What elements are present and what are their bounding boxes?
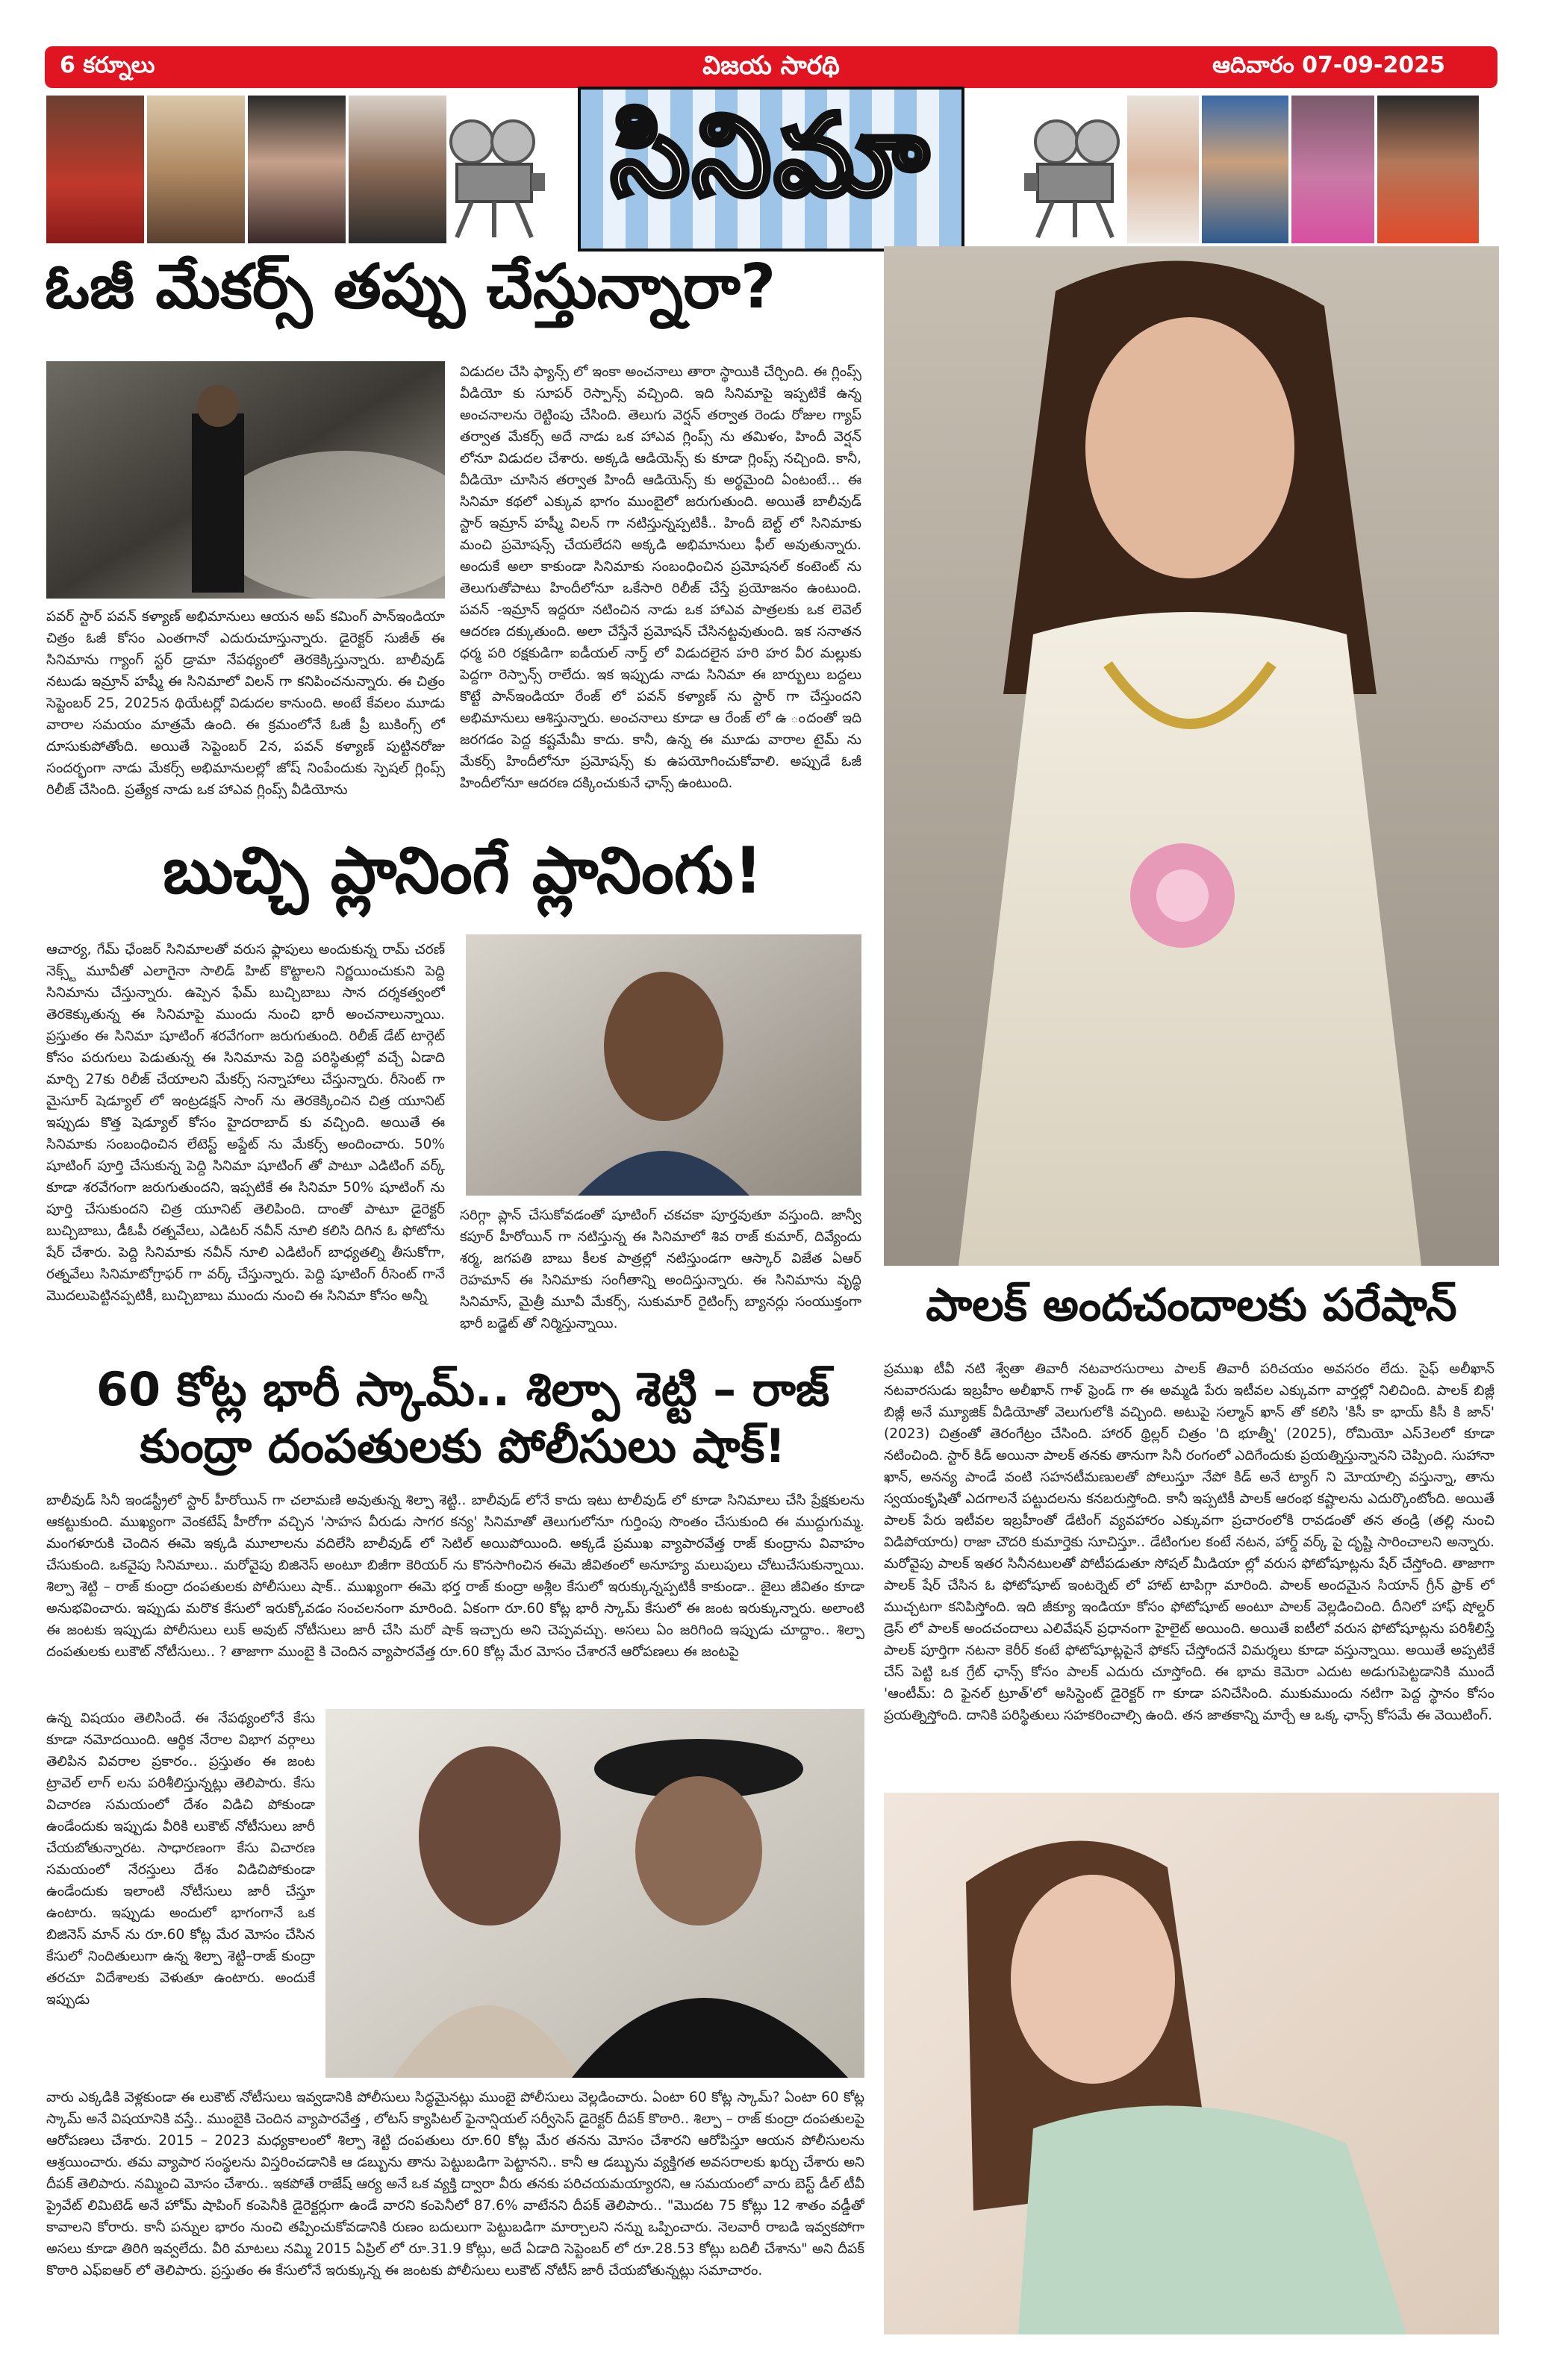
shilpa-raj-photo bbox=[325, 1709, 864, 2078]
article-ogi-column-2: విడుదల చేసి ఫ్యాన్స్ లో ఇంకా అంచనాలు తారా స్థాయికి చేర్చింది. ఈ గ్లింప్స్ వీడియో కు సూపర్ రెస్పాన్స్ వచ్చింది. ఇది సినిమాపై ఇప్పటికే ఉన్న అంచనాలను రెట్టింపు చేసింది. తెలుగు వెర్షన్ తర్వాత రెండు రోజుల గ్యాప్ తర్వాత మేకర్స్ అదే నాడు ఒక హాఎవ గ్లింప్స్ ను తమిళం, హిందీ వెర్షన్ లోనూ విడుదల చేశారు. అక్కడి ఆడియెన్స్ కు కూడా గ్లింప్స్ నచ్చింది. కానీ, వీడియో చూసిన తర్వాత హిందీ ఆడియెన్స్ కు అర్థమైంది ఏంటంటే... ఈ సినిమా కథలో ఎక్కువ భాగం ముంబైలో జరుగుతుంది. అయితే బాలీవుడ్ స్టార్ ఇమ్రాన్ హష్మీ విలన్ గా నటిస్తున్నప్పటికీ.. హిందీ బెల్ట్ లో సినిమాకు మంచి ప్రమోషన్స్ చేయలేదని అక్కడి అభిమానులు ఫీల్ అవుతున్నారు. అందుకే అలా కాకుండా సినిమాకు సంబంధించిన ప్రమోషనల్ కంటెంట్ ను తెలుగుతోపాటు హిందీలోనూ ఒకేసారి రిలీజ్ చేస్తే ప్రయోజనం ఉంటుంది. పవన్ -ఇమ్రాన్ ఇద్దరూ నటించిన నాడు ఒక హాఎవ పాత్రలకు ఒక లెవెల్ ఆదరణ దక్కుతుంది. అలా చేస్తేనే ప్రమోషన్ చేసినట్టవుతుంది. ఇక సనాతన ధర్మ పరి రక్షకుడిగా ఐడీయల్ నార్త్ లో విడుదలైన హరి హర వీర మల్లుకు పెద్దగా రెస్పాన్స్ రాలేదు. ఇక ఇప్పుడు నాడు సినిమా ఈ బార్బులు బద్దలు కొట్టే పాన్ఇండియా రేంజ్ లో పవన్ కళ్యాణ్ ను స్టార్ గా చేస్తుందని అభిమానులు ఆశిస్తున్నారు. అంచనాలు కూడా ఆ రేంజ్ లో ఉ ందంతో ఇది జరగడం పెద్ద కష్టమేమీ కాదు. కానీ, ఉన్న ఈ మూడు వారాల టైమ్ ను మేకర్స్ హిందీలోనూ ప్రమోషన్స్ కు ఉపయోగించుకోవాలి. అప్పుడే ఓజీ హిందీలోనూ ఆదరణ దక్కించుకునే ఛాన్స్ ఉంటుంది. bbox=[460, 364, 861, 791]
celebrity-photo bbox=[1200, 94, 1290, 245]
article-scam-bottom: వారు ఎక్కడికి వెళ్లకుండా ఈ లుకౌట్ నోటీసులు ఇవ్వడానికి పోలీసులు సిద్ధమైనట్లు ముంబై పోలీసులు వెల్లడించారు. ఏంటా 60 కోట్ల స్కామ్? ఏంటా 60 కోట్ల స్కామ్ అనే విషయానికి వస్తే.. ముంబైకి చెందిన వ్యాపారవేత్త , లోటస్ క్యాపిటల్ ఫైనాన్షియల్ సర్వీసెస్ డైరెక్టర్ దీపక్ కొఠారి.. శిల్పా – రాజ్ కుంద్రా దంపతులపై ఆరోపణలు చేశారు. 2015 – 2023 మధ్యకాలంలో శిల్పా శెట్టి దంపతులు రూ.60 కోట్ల మేర తనను మోసం చేశారని ఆరోపిస్తూ ఆయన పోలీసులను ఆశ్రయించారు. తమ వ్యాపార సంస్థలను విస్తరించడానికి ఆ డబ్బును తాను పెట్టుబడిగా పెట్టానని.. కానీ ఆ డబ్బును వ్యక్తిగత అవసరాలకు ఖర్చు చేశారు అని దీపక్ తెలిపారు. నమ్మించి మోసం చేశారు.. ఇకపోతే రాజేష్ ఆర్య అనే ఒక వ్యక్తి ద్వారా వీరు తనకు పరిచయమయ్యారని, ఆ సమయంలో వారు బెస్ట్ డీల్ టీవీ ప్రైవేట్ లిమిటెడ్ అనే హోమ్ షాపింగ్ కంపెనీకి డైరెక్టర్లుగా ఉండే వారని కంపెనీలో 87.6% వాటేనని దీపక్ తెలిపారు.. "మొదట 75 కోట్లు 12 శాతం వడ్డీతో కావాలని కోరారు. కానీ పన్నుల భారం నుంచి తప్పించుకోవడానికి రుణం బదులుగా పెట్టుబడిగా మార్చాలని నన్ను ఒప్పించారు. నెలవారీ రాబడి ఇవ్వకపోగా అసలు కూడా తిరిగి ఇవ్వలేదు. వీరి మాటలు నమ్మి 2015 ఏప్రిల్ లో రూ.31.9 కోట్లు, అదే ఏడాది సెప్టెంబర్ లో రూ.28.53 కోట్లు బదిలీ చేశాను" అని దీపక్ కొఠారి ఎఫ్ఐఆర్ లో తెలిపారు. ప్రస్తుతం ఈ కేసులోనే ఇరుక్కున్న ఈ జంటకు పోలీసులు లుకౌట్ నోటీస్ జారీ చేయబోతున్నట్లు సమాచారం. bbox=[46, 2090, 864, 2279]
page-label: 6 కర్నూలు bbox=[60, 52, 155, 78]
celebrity-photo bbox=[246, 94, 347, 245]
celebrity-photo bbox=[1126, 94, 1200, 245]
article-scam-headline-line2: కుంద్రా దంపతులకు పోలీసులు షాక్! bbox=[140, 1419, 786, 1473]
header-bar bbox=[45, 46, 1497, 88]
article-scam-headline-line1: 60 కోట్ల భారీ స్కామ్.. శిల్పా శెట్టి – రాజ్ bbox=[96, 1362, 830, 1417]
section-masthead bbox=[446, 91, 1096, 246]
section-title: సినిమా bbox=[578, 87, 964, 252]
celebrity-photo bbox=[1290, 94, 1376, 245]
article-buchi-column-1: ఆచార్య, గేమ్ ఛేంజర్ సినిమాలతో వరుస ఫ్లాపులు అందుకున్న రామ్ చరణ్ నెక్స్ట్ మూవీతో ఎలాగైనా సాలిడ్ హిట్ కొట్టాలని నిర్ణయించుకుని పెద్ది సినిమాను చేస్తున్నారు. ఉప్పెన ఫేమ్ బుచ్చిబాబు సాన దర్శకత్వంలో తెరకెక్కుతున్న ఈ సినిమాపై ముందు నుంచి భారీ అంచనాలున్నాయి. ప్రస్తుతం ఈ సినిమా షూటింగ్ శరవేగంగా జరుగుతుంది. రిలీజ్ డేట్ టార్గెట్ కోసం పరుగులు పెడుతున్న ఈ సినిమాను పెద్ది పరిస్థితుల్లో వచ్చే ఏడాది మార్చి 27కు రిలీజ్ చేయాలని మేకర్స్ సన్నాహాలు చేస్తున్నారు. రీసెంట్ గా మైసూర్ షెడ్యూల్ లో ఇంట్రడక్షన్ సాంగ్ ను తెరకెక్కించిన చిత్ర యూనిట్ ఇప్పుడు కొత్త షెడ్యూల్ కోసం హైదరాబాద్ కు వచ్చింది. అయితే ఈ సినిమాకు సంబంధించిన లేటెస్ట్ అప్డేట్ ను మేకర్స్ అందించారు. 50% షూటింగ్ పూర్తి చేసుకున్న పెద్ది సినిమా షూటింగ్ తో పాటూ ఎడిటింగ్ వర్క్ కూడా శరవేగంగా జరుగుతుందని, ఇప్పటికే ఈ సినిమా 50% షూటింగ్ ను పూర్తి చేసుకుందని చిత్ర యూనిట్ తెలిపింది. దాంతో పాటూ డైరెక్టర్ బుచ్చిబాబు, డీఓపీ రత్నవేలు, ఎడిటర్ నవీన్ నూలి కలిసి దిగిన ఓ ఫోటోను షేర్ చేశారు. పెద్ది సినిమాకు నవీన్ నూలి ఎడిటింగ్ బాధ్యతల్ని తీసుకోగా, రత్నవేలు సినిమాటోగ్రాఫర్ గా వర్క్ చేస్తున్నారు. పెద్ది షూటింగ్ రీసెంట్ గానే మొదలుపెట్టినప్పటికీ, బుచ్చిబాబు ముందు నుంచి ఈ సినిమా కోసం అన్నీ bbox=[46, 942, 445, 1304]
celebrity-photo bbox=[45, 94, 146, 245]
article-scam-left-column: ఉన్న విషయం తెలిసిందే. ఈ నేపథ్యంలోనే కేసు కూడా నమోదయింది. ఆర్థిక నేరాల విభాగ వర్గాలు తెలిపిన వివరాల ప్రకారం.. ప్రస్తుతం ఈ జంట ట్రావెల్ లాగ్ లను పరిశీలిస్తున్నట్లు తెలిపారు. కేసు విచారణ సమయంలో దేశం విడిచి పోకుండా ఉండేందుకు ఇప్పుడు వీరికి లుకౌట్ నోటీసులు జారీ చేయబోతున్నారట. సాధారణంగా కేసు విచారణ సమయంలో నేరస్తులు దేశం విడిచిపోకుండా ఉండేందుకు ఇలాంటి నోటీసులు జారీ చేస్తూ ఉంటారు. ఇప్పుడు అందులో భాగంగానే ఒక బిజినెస్ మాన్ ను రూ.60 కోట్ల మేర మోసం చేసిన కేసులో నిందితులుగా ఉన్న శిల్పా శెట్టి–రాజ్ కుంద్రా తరచూ విదేశాలకు వెళుతూ ఉంటారు. అందుకే ఇప్పుడు bbox=[46, 1711, 315, 2008]
celebrity-strip-right bbox=[1126, 94, 1499, 245]
celebrity-strip-left bbox=[45, 94, 448, 245]
article-palak-headline: పాలక్ అందచందాలకు పరేషాన్ bbox=[926, 1279, 1457, 1331]
article-palak-body: ప్రముఖ టీవీ నటి శ్వేతా తివారీ నటవారసురాలు పాలక్ తివారీ పరిచయం అవసరం లేదు. సైఫ్ అలీఖాన్ నటవారసుడు ఇబ్రహీం అలీఖాన్ గాళ్ ఫ్రెండ్ గా ఈ అమ్మడి పేరు ఇటీవల ఎక్కువగా వార్తల్లో నిలిచింది. పాలక్ బిజ్లీ బిజ్లీ అనే మ్యూజిక్ వీడియోతో వెలుగులోకి వచ్చింది. అటుపై సల్మాన్ ఖాన్ తో కలిసి 'కిసీ కా భాయ్ కిసీ కి జాన్' (2023) చిత్రంతో తెరంగేట్రం చేసింది. హారర్ థ్రిల్లర్ చిత్రం 'ది భూత్నీ' (2025), రోమియో ఎస్3లలో కూడా నటించింది. స్టార్ కిడ్ అయినా పాలక్ తనకు తానుగా సినీ రంగంలో ఎదిగేందుకు ప్రయత్నిస్తున్నానని చెప్పింది. సుహానా ఖాన్, అనన్య పాండే వంటి సహనటీమణులతో పోలుస్తూ నేపో కిడ్ అనే ట్యాగ్ ని మోయాల్సి వస్తున్నా, తాను స్వయంకృషితో ఎదగాలనే పట్టుదలను కనబరుస్తోంది. కానీ ఇప్పటికీ పాలక్ ఆరంభ కష్టాలను ఎదుర్కొంటోంది. అయితే పాలక్ పేరు ఇటీవల ఇబ్రహీంతో డేటింగ్ వ్యవహారం ఎక్కువగా ప్రచారంలోకి రావడంతో తన తండ్రి (తల్లి నుంచి విడిపోయారు) రాజా చౌదరి కుమార్తెకు సూచిస్తూ.. డేటింగుల కంటే నటన, హార్డ్ వర్క్ పై దృష్టి సారించాలని అన్నారు. మరోవైపు పాలక్ ఇతర సినీనటులతో పోటీపడుతూ సోషల్ మీడియా ల్లో వరుస ఫోటోషూట్లను షేర్ చేస్తోంది. తాజాగా పాలక్ షేర్ చేసిన ఓ ఫోటోషూట్ ఇంటర్నెట్ లో హాట్ టాపిగ్గా మారింది. పాలక్ అందమైన సియాన్ గ్రీన్ ఫ్రాక్ లో ముచ్చటగా కనిపిస్తోంది. ఇది జీక్యూ ఇండియా కోసం ఫోటోషూట్ అంటూ పాలక్ వెల్లడించింది. దీనిలో హాఫ్ షోల్డర్ డ్రెస్ లో పాలక్ అందచందాలు ఎలివేషన్ ప్రధానంగా హైలైట్ అయింది. అయితే ఐటీలో వరుస ఫోటోషూట్లను పరిశీలిస్తే పాలక్ పూర్తిగా నటనా కెరీర్ కంటే ఫోటోషూట్లపైనే ఫోకస్ చేస్తోందనే విమర్శలు కూడా వస్తున్నాయి. అయితే అప్పటికే చేస్ పెట్టి ఒక గ్రేట్ ఛాన్స్ కోసం పాలక్ ఎదురు చూస్తోంది. ఈ భామ కెమెరా ఎదుట అడుగుపెట్టడానికి ముందే 'ఆంటీమ్: ది ఫైనల్ ట్రూత్'లో అసిస్టెంట్ డైరెక్టర్ గా కూడా పనిచేసింది. ముకుముందు నటిగా పెద్ద స్థానం కోసం ప్రయత్నిస్తోంది. దానికి పరిస్థితులు సహకరించాల్సి ఉంది. తన జాతకాన్ని మార్చే ఆ ఒక్క ఛాన్స్ కోసమే ఈ వెయిటింగ్. bbox=[884, 1361, 1494, 1723]
article-buchi-column-2: సరిగ్గా ప్లాన్ చేసుకోవడంతో షూటింగ్ చకచకా పూర్తవుతూ వస్తుంది. జాన్వీ కపూర్ హీరోయిన్ గా నటిస్తున్న ఈ సినిమాలో శివ రాజ్ కుమార్, దివ్యేందు శర్మ, జగపతి బాబు కీలక పాత్రల్లో నటిస్తుండగా ఆస్కార్ విజేత ఏఆర్ రెహమాన్ ఈ సినిమాకు సంగీతాన్ని అందిస్తున్నారు. ఈ సినిమాను వృద్ధి సినిమాస్, మైత్రీ మూవీ మేకర్స్, సుకుమార్ రైటింగ్స్ బ్యానర్లు సంయుక్తంగా భారీ బడ్జెట్ తో నిర్మిస్తున్నాయి. bbox=[460, 1208, 861, 1331]
article-ogi-column-1: పవర్ స్టార్ పవన్ కళ్యాణ్ అభిమానులు ఆయన అప్ కమింగ్ పాన్ఇండియా చిత్రం ఓజీ కోసం ఎంతగానో ఎదురుచూస్తున్నారు. డైరెక్టర్ సుజీత్ ఈ సినిమాను గ్యాంగ్ స్టర్ డ్రామా నేపథ్యంలో తెరకెక్కిస్తున్నారు. బాలీవుడ్ నటుడు ఇమ్రాన్ హష్మీ ఈ సినిమాలో విలన్ గా కనిపించనున్నారు. ఈ చిత్రం సెప్టెంబర్ 25, 2025న థియేటర్లో విడుదల కానుంది. అంటే కేవలం మూడు వారాల సమయం మాత్రమే ఉంది. ఈ క్రమంలోనే ఓజీ ప్రీ బుకింగ్స్ లో దూసుకుపోతోంది. అయితే సెప్టెంబర్ 2న, పవన్ కళ్యాణ్ పుట్టినరోజు సందర్భంగా నాడు మేకర్స్ అభిమానులల్లో జోష్ నింపేందుకు స్పెషల్ గ్లింప్స్ రిలీజ్ చేసింది. ప్రత్యేక నాడు ఒక హాఎవ గ్లింప్స్ వీడియోను bbox=[46, 609, 445, 798]
celebrity-photo bbox=[146, 94, 246, 245]
pawan-kalyan-photo bbox=[46, 361, 445, 599]
article-buchi-headline: బుచ్చి ప్లానింగే ప్లానింగు! bbox=[163, 834, 763, 908]
palak-tiwari-photo bbox=[884, 1793, 1499, 2334]
malavika-saree-photo bbox=[884, 246, 1499, 1266]
article-scam-intro: బాలీవుడ్ సినీ ఇండస్ట్రీలో స్టార్ హీరోయిన్ గా చలామణి అవుతున్న శిల్పా శెట్టి.. బాలీవుడ్ లోనే కాదు ఇటు టాలీవుడ్ లో కూడా సినిమాలు చేసి ప్రేక్షకులను ఆకట్టుకుంది. ముఖ్యంగా వెంకటేష్ హీరోగా వచ్చిన 'సాహస వీరుడు సాగర కన్య' సినిమాతో తెలుగులోనూ గుర్తింపు సొంతం చేసుకుంది ఈ ముద్దుగుమ్మ. మంగళూరుకి చెందిన ఈమె ఇక్కడి మూలాలను వదిలేసి బాలీవుడ్ లో సెటిల్ అయిపోయింది. అక్కడే ప్రముఖ వ్యాపారవేత్త రాజ్ కుంద్రాను వివాహం చేసుకుంది. ఒకవైపు సినిమాలు.. మరోవైపు బిజినెస్ అంటూ బిజీగా కెరియర్ ను కొనసాగించిన ఈమె జీవితంలో అనూహ్య మలుపులు చోటుచేసుకున్నాయి. శిల్పా శెట్టి – రాజ్ కుంద్రా దంపతులకు పోలీసులు షాక్.. ముఖ్యంగా ఈమె భర్త రాజ్ కుంద్రా అశ్లీల కేసులో ఇరుక్కున్నప్పటికీ కాకుండా.. జైలు జీవితం కూడా అనుభవించారు. ఇప్పుడు మరొక కేసులో ఇరుక్కోవడం సంచలనంగా మారింది. ఏకంగా రూ.60 కోట్ల భారీ స్కామ్ కేసులో ఈ జంట ఇరుక్కున్నారు. అలాంటి ఈ జంటకు ఇప్పుడు పోలీసులు లుక్ అవుట్ నోటీసులు జారీ చేసి మరో షాక్ ఇచ్చారు అని చెప్పవచ్చు. అసలు ఏం జరిగింది ఇప్పుడు చూద్దాం.. శిల్పా దంపతులకు లుకౌట్ నోటీసులు.. ? తాజాగా ముంబై కి చెందిన వ్యాపారవేత్త రూ.60 కోట్ల మేర మోసం చేశారనే ఆరోపణలు ఈ జంటపై bbox=[46, 1493, 864, 1660]
paper-name: విజయ సారథి bbox=[702, 51, 840, 81]
article-ogi-headline: ఓజీ మేకర్స్ తప్పు చేస్తున్నారా? bbox=[45, 252, 776, 322]
celebrity-photo bbox=[1376, 94, 1480, 245]
buchi-babu-photo bbox=[466, 934, 861, 1196]
issue-date: ఆదివారం 07-09-2025 bbox=[1212, 52, 1445, 78]
celebrity-photo bbox=[347, 94, 448, 245]
